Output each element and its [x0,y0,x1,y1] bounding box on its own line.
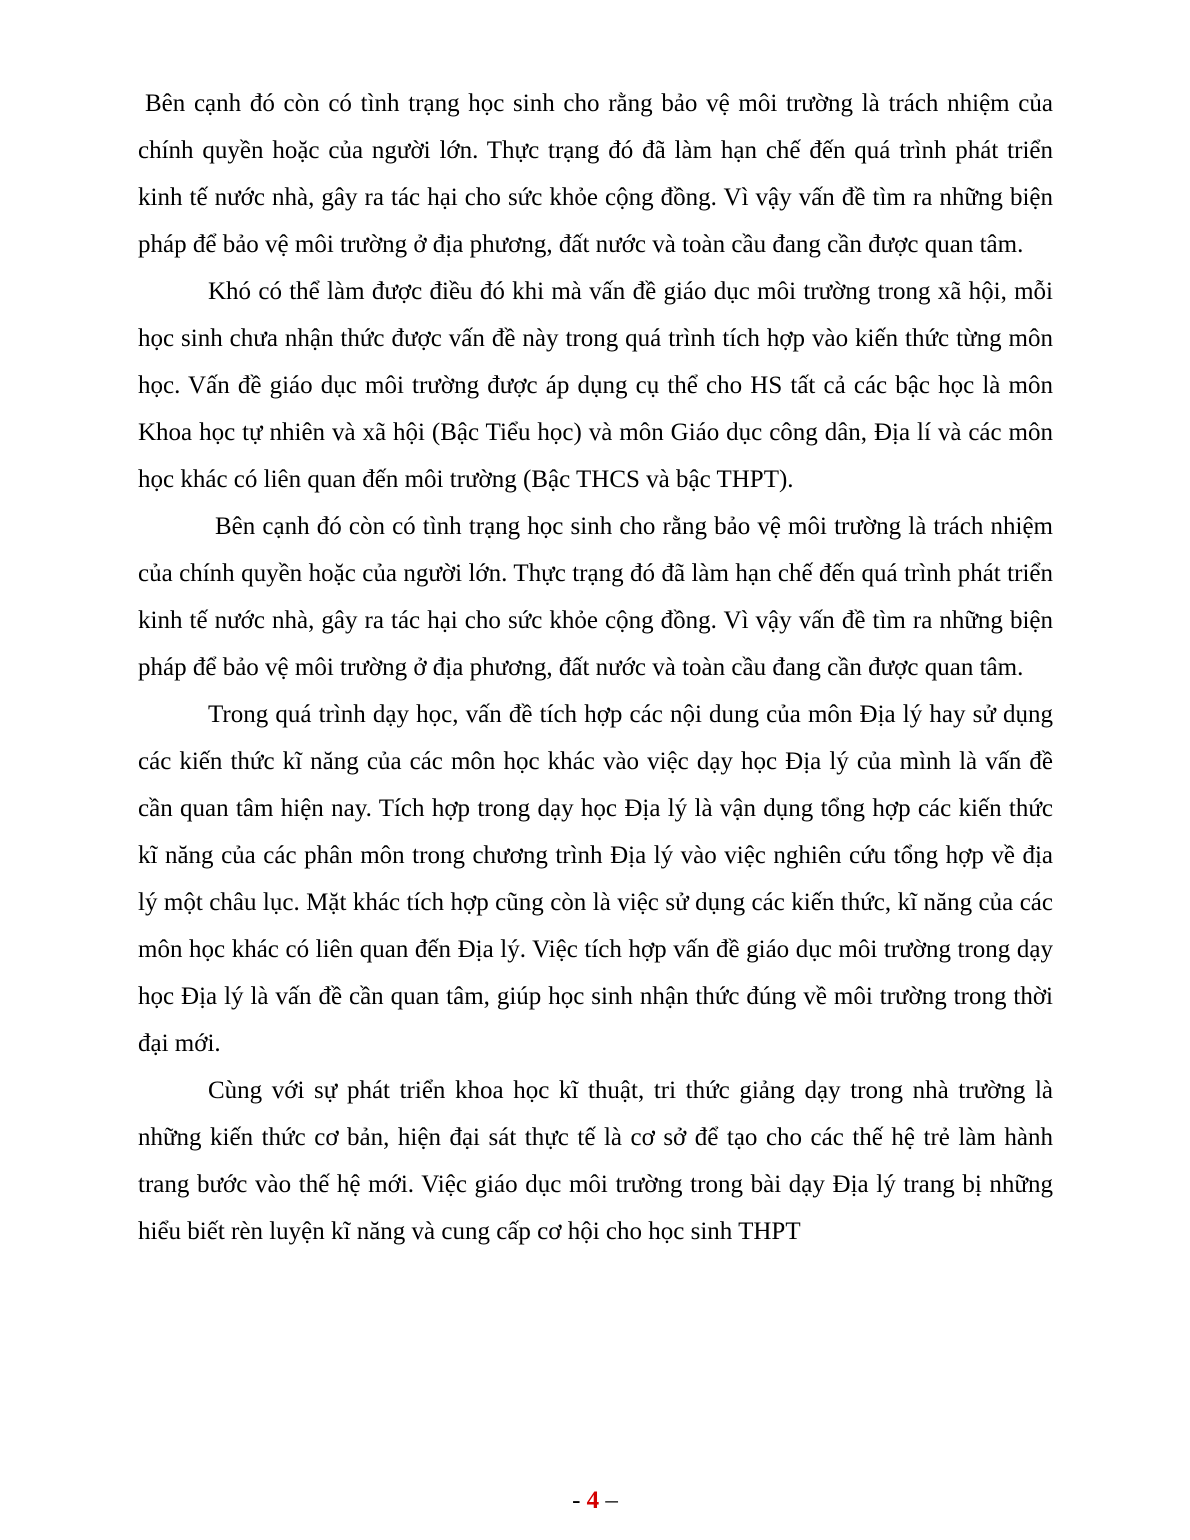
paragraph-1: Bên cạnh đó còn có tình trạng học sinh cho rằng bảo vệ môi trường là trách nhiệm của chính quyền hoặc của người lớn. Thực trạng đó đã làm hạn chế đến quá trình phát triển kinh tế nước nhà, gây ra tác hại cho sức khỏe cộng đồng. Vì vậy vấn đề tìm ra những biện pháp để bảo vệ môi trường ở địa phương, đất nước và toàn cầu đang cần được quan tâm. [138,90,1053,258]
paragraph-4: Trong quá trình dạy học, vấn đề tích hợp các nội dung của môn Địa lý hay sử dụng các kiến thức kĩ năng của các môn học khác vào việc dạy học Địa lý của mình là vấn đề cần quan tâm hiện nay. Tích hợp trong dạy học Địa lý là vận dụng tổng hợp các kiến thức kĩ năng của các phân môn trong chương trình Địa lý vào việc nghiên cứu tổng hợp về địa lý một châu lục. Mặt khác tích hợp cũng còn là việc sử dụng các kiến thức, kĩ năng của các môn học khác có liên quan đến Địa lý. Việc tích hợp vấn đề giáo dục môi trường trong dạy học Địa lý là vấn đề cần quan tâm, giúp học sinh nhận thức đúng về môi trường trong thời đại mới. [138,701,1053,1057]
paragraph-3: Bên cạnh đó còn có tình trạng học sinh cho rằng bảo vệ môi trường là trách nhiệm của chính quyền hoặc của người lớn. Thực trạng đó đã làm hạn chế đến quá trình phát triển kinh tế nước nhà, gây ra tác hại cho sức khỏe cộng đồng. Vì vậy vấn đề tìm ra những biện pháp để bảo vệ môi trường ở địa phương, đất nước và toàn cầu đang cần được quan tâm. [138,513,1053,681]
page-number-prefix: - [572,1487,587,1514]
page-number-footer [0,1486,1190,1516]
paragraph-2: Khó có thể làm được điều đó khi mà vấn đề giáo dục môi trường trong xã hội, mỗi học sinh chưa nhận thức được vấn đề này trong quá trình tích hợp vào kiến thức từng môn học. Vấn đề giáo dục môi trường được áp dụng cụ thể cho HS tất cả các bậc học là môn Khoa học tự nhiên và xã hội (Bậc Tiểu học) và môn Giáo dục công dân, Địa lí và các môn học khác có liên quan đến môi trường (Bậc THCS và bậc THPT). [138,278,1053,493]
page-number: 4 [586,1487,600,1514]
paragraph-5: Cùng với sự phát triển khoa học kĩ thuật, tri thức giảng dạy trong nhà trường là những kiến thức cơ bản, hiện đại sát thực tế là cơ sở để tạo cho các thế hệ trẻ làm hành trang bước vào thế hệ mới. Việc giáo dục môi trường trong bài dạy Địa lý trang bị những hiểu biết rèn luyện kĩ năng và cung cấp cơ hội cho học sinh THPT [138,1077,1053,1245]
page-body [138,80,1053,1255]
page-number-suffix: – [599,1487,618,1514]
